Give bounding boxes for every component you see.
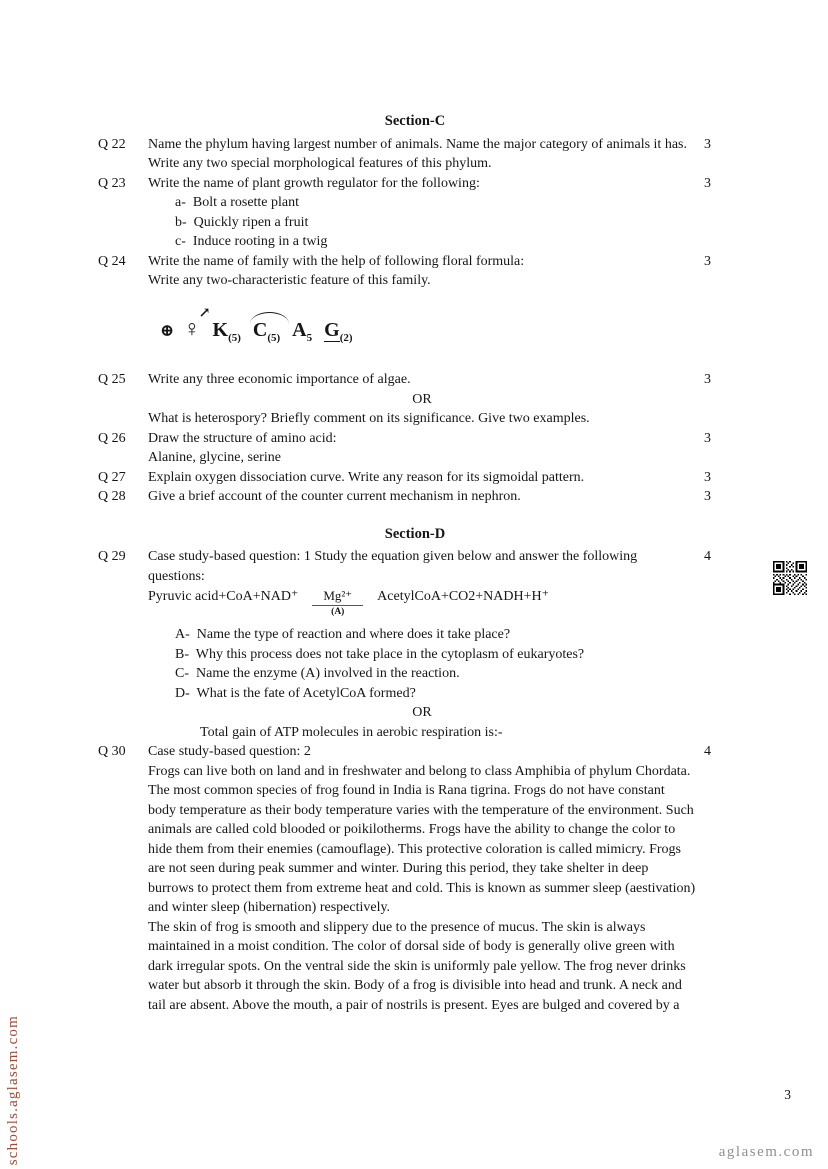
question-row bbox=[98, 429, 732, 468]
equation-right: AcetylCoA+CO2+NADH+H⁺ bbox=[377, 589, 550, 604]
question-number: Q 24 bbox=[98, 253, 126, 269]
question-text: Name the phylum having largest number of animals. Name the major category of animals it has. Write any two special morphological features of this phylum. bbox=[148, 136, 687, 171]
actinomorphic-symbol-icon: ⊕ bbox=[160, 320, 175, 340]
question-body bbox=[148, 429, 696, 468]
question-number: Q 22 bbox=[98, 136, 126, 152]
question-text: The skin of frog is smooth and slippery due to the presence of mucus. The skin is always maintained in a moist condition. The color of dorsal side of body is generally olive green with dark irregular spots. On the ventral side the skin is uniformly pale yellow. The frog never drinks water but absorb it through the skin. Body of a frog is divisible into head and trunk. A neck and tail are absent. Above the mouth, a pair of nostrils is present. Eyes are bulged and covered by a bbox=[148, 919, 686, 1013]
catalyst-text: Mg²⁺ bbox=[312, 587, 363, 606]
question-number: Q 27 bbox=[98, 469, 126, 485]
bisexual-symbol-icon bbox=[183, 305, 211, 341]
male-arrow-icon: ↗ bbox=[198, 305, 211, 321]
question-body bbox=[148, 135, 696, 174]
question-sublist bbox=[148, 625, 696, 703]
question-number: Q 23 bbox=[98, 175, 126, 191]
question-body bbox=[148, 252, 696, 371]
question-row bbox=[98, 468, 732, 488]
question-number: Q 25 bbox=[98, 372, 126, 387]
question-marks: 3 bbox=[704, 253, 711, 269]
question-text: Write the name of family with the help of following floral formula: bbox=[148, 253, 525, 269]
question-number: Q 28 bbox=[98, 489, 126, 504]
floral-subscript: (2) bbox=[339, 331, 353, 344]
qr-code bbox=[773, 561, 807, 595]
question-body bbox=[148, 468, 696, 488]
floral-token bbox=[292, 318, 313, 349]
question-marks: 4 bbox=[704, 744, 711, 759]
question-number: Q 26 bbox=[98, 430, 126, 446]
question-marks: 4 bbox=[704, 549, 711, 564]
question-row bbox=[98, 742, 732, 1015]
question-text: Explain oxygen dissociation curve. Write any reason for its sigmoidal pattern. bbox=[148, 469, 585, 485]
question-marks: 3 bbox=[704, 372, 711, 387]
page-number: 3 bbox=[784, 1087, 791, 1102]
question-number: Q 29 bbox=[98, 549, 126, 564]
floral-subscript: (5) bbox=[228, 331, 241, 344]
question-text: Write the name of plant growth regulator for the following: bbox=[148, 175, 480, 191]
question-text: What is heterospory? Briefly comment on its significance. Give two examples. bbox=[148, 411, 590, 426]
enzyme-label: (A) bbox=[331, 607, 345, 617]
question-text: Write any two-characteristic feature of this family. bbox=[148, 273, 431, 288]
question-marks: 3 bbox=[704, 175, 711, 191]
equation-catalyst bbox=[312, 587, 363, 618]
or-separator: OR bbox=[412, 705, 432, 720]
floral-letter: C bbox=[252, 318, 268, 341]
question-sublist-item: C- Name the enzyme (A) involved in the reaction. bbox=[175, 666, 460, 681]
question-text: Write any three economic importance of algae. bbox=[148, 372, 411, 387]
question-body bbox=[148, 742, 696, 1015]
floral-token bbox=[324, 318, 353, 349]
question-sublist-item: B- Why this process does not take place in the cytoplasm of eukaryotes? bbox=[175, 646, 585, 662]
floral-letter: K bbox=[212, 318, 229, 341]
female-sign-icon: ♀ bbox=[183, 315, 201, 341]
section-title: Section-C bbox=[384, 113, 446, 129]
floral-letter: G bbox=[324, 318, 340, 341]
question-text: Draw the structure of amino acid: bbox=[148, 430, 337, 446]
question-row bbox=[98, 370, 732, 429]
floral-token bbox=[252, 318, 281, 349]
question-row bbox=[98, 135, 732, 174]
question-sublist-item: D- What is the fate of AcetylCoA formed? bbox=[175, 685, 416, 701]
reaction-equation bbox=[148, 587, 696, 618]
question-marks: 3 bbox=[704, 136, 711, 152]
question-sublist-item: c- Induce rooting in a twig bbox=[175, 234, 328, 249]
question-row bbox=[98, 547, 732, 742]
side-watermark: schools.aglasem.com bbox=[5, 1014, 21, 1165]
question-sublist bbox=[148, 193, 696, 252]
question-text: Case study-based question: 1 Study the equation given below and answer the following questions: bbox=[148, 549, 638, 584]
or-separator: OR bbox=[412, 391, 432, 407]
question-row bbox=[98, 174, 732, 252]
question-sublist-item: b- Quickly ripen a fruit bbox=[175, 214, 309, 230]
question-text: Case study-based question: 2 bbox=[148, 744, 311, 759]
question-row bbox=[98, 252, 732, 371]
question-number: Q 30 bbox=[98, 744, 126, 759]
question-text: Alanine, glycine, serine bbox=[148, 450, 281, 465]
footer-watermark: aglasem.com bbox=[718, 1144, 814, 1160]
question-row bbox=[98, 487, 732, 507]
question-marks: 3 bbox=[704, 469, 711, 485]
floral-subscript: 5 bbox=[306, 331, 313, 344]
question-sublist-item: A- Name the type of reaction and where does it take place? bbox=[175, 627, 511, 642]
question-text: Total gain of ATP molecules in aerobic respiration is:- bbox=[200, 724, 503, 740]
question-text: Frogs can live both on land and in freshwater and belong to class Amphibia of phylum Chordata. The most common species of frog found in India is Rana tigrina. Frogs do not have constant body temperature as their body temperature varies with the temperature of the environment. Such animals are called cold blooded or poikilotherms. Frogs have the ability to change the color to hide them from their enemies (camouflage). This protective coloration is called mimicry. Frogs are not seen during peak summer and winter. During this period, they take shelter in deep burrows to protect them from extreme heat and cold. This is known as summer sleep (aestivation) and winter sleep (hibernation) respectively. bbox=[148, 763, 696, 915]
question-marks: 3 bbox=[704, 430, 711, 446]
question-body bbox=[148, 547, 696, 742]
question-sublist-item: a- Bolt a rosette plant bbox=[175, 195, 300, 210]
question-body bbox=[148, 487, 696, 507]
question-body bbox=[148, 174, 696, 252]
question-body bbox=[148, 370, 696, 429]
equation-left: Pyruvic acid+CoA+NAD⁺ bbox=[148, 589, 299, 604]
floral-formula bbox=[160, 307, 696, 349]
question-marks: 3 bbox=[704, 489, 711, 504]
floral-subscript: (5) bbox=[267, 331, 281, 344]
floral-token bbox=[212, 318, 241, 349]
section-title: Section-D bbox=[384, 525, 446, 542]
question-text: Give a brief account of the counter current mechanism in nephron. bbox=[148, 489, 521, 504]
floral-letter: A bbox=[292, 318, 307, 341]
